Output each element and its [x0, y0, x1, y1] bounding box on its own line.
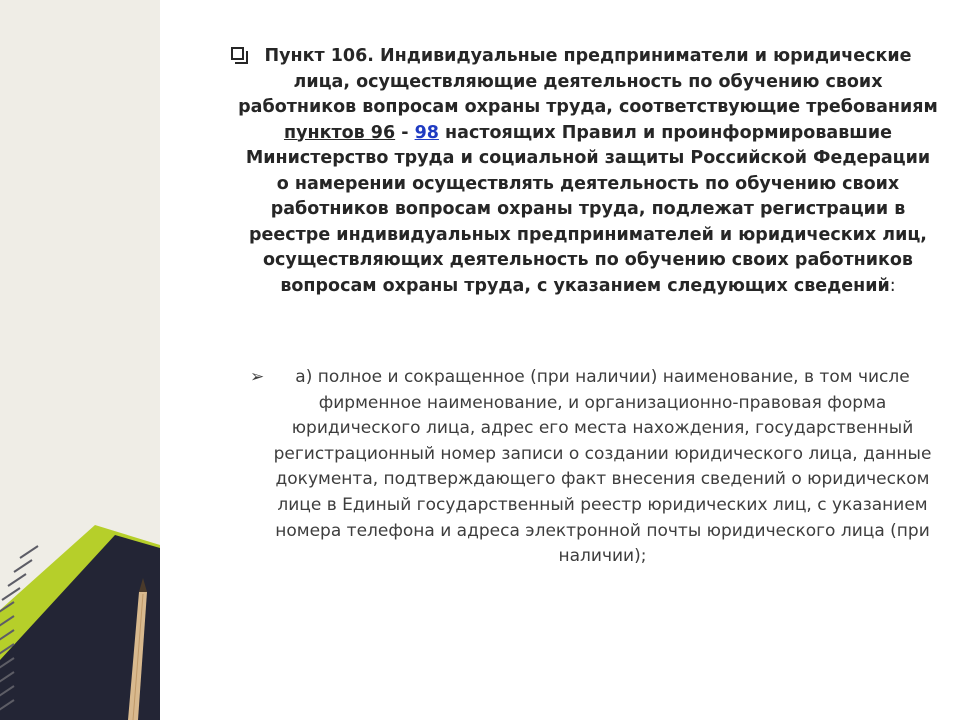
- point-106-paragraph: [238, 44, 938, 299]
- decorative-sidebar: [0, 0, 160, 720]
- point-colon: :: [889, 275, 896, 296]
- subpoint-a-text: а) полное и сокращенное (при наличии) наименование, в том числе фирменное наименование, и организационно-правовая форма юридического лица, адрес его места нахождения, государственный регистрационный номер записи о создании юридического лица, данные документа, подтверждающего факт внесения сведений о юридическом лице в Единый государственный реестр юридических лиц, с указанием номера телефона и адреса электронной почты юридического лица (при наличии);: [273, 367, 932, 567]
- point-dash: -: [395, 122, 415, 143]
- checkbox-bullet-icon: [231, 47, 244, 60]
- slide-content: [160, 0, 960, 720]
- point-text-part1: Пункт 106. Индивидуальные предприниматели и юридические лица, осуществляющие деятельность по обучению своих работников вопросам охраны труда, соответствующие требованиям: [238, 46, 938, 117]
- link-point-98[interactable]: 98: [414, 122, 439, 143]
- point-text-part2: настоящих Правил и проинформировавшие Министерство труда и социальной защиты Российской Федерации о намерении осуществлять деятельность по обучению своих работников вопросам охраны труда, подлежат регистрации в реестре индивидуальных предпринимателей и юридических лиц, осуществляющих деятельность по обучению своих работников вопросам охраны труда, с указанием следующих сведений: [245, 122, 931, 296]
- subpoint-a-paragraph: [250, 365, 945, 570]
- notebooks-pencil-illustration: [0, 0, 160, 720]
- link-points-96[interactable]: пунктов 96: [283, 122, 396, 143]
- arrow-bullet-icon: ➢: [250, 367, 265, 387]
